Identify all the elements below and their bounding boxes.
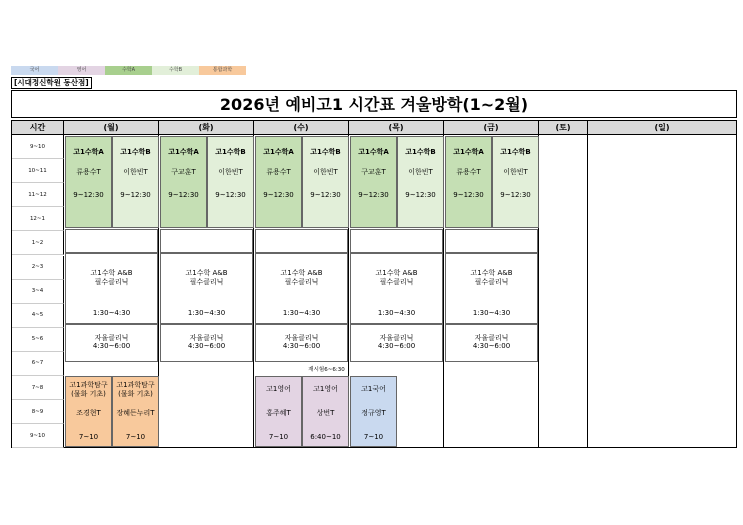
class-time: 9~12:30 bbox=[215, 191, 246, 199]
evening-time: 7~10 bbox=[268, 433, 289, 441]
self-clinic-time: 4:30~6:00 bbox=[472, 342, 511, 351]
class-time: 9~12:30 bbox=[453, 191, 484, 199]
header-time: 시간 bbox=[12, 121, 64, 135]
time-slot: 5~6 bbox=[12, 328, 64, 352]
header-day: (수) bbox=[254, 121, 349, 135]
evening-class-block bbox=[65, 376, 112, 447]
legend-korean: 국어 bbox=[11, 66, 58, 75]
self-clinic-time: 4:30~6:00 bbox=[187, 342, 226, 351]
evening-teacher: 정규영T bbox=[361, 409, 386, 417]
class-subject: 고1수학B bbox=[500, 148, 531, 156]
clinic-time: 1:30~4:30 bbox=[92, 309, 131, 318]
class-subject: 고1수학B bbox=[215, 148, 246, 156]
math-class-block bbox=[160, 136, 207, 228]
evening-line1: 고1과학탐구 bbox=[116, 381, 155, 389]
math-class-block bbox=[492, 136, 539, 228]
class-subject: 고1수학B bbox=[405, 148, 436, 156]
class-time: 9~12:30 bbox=[168, 191, 199, 199]
clinic-line1: 고1수학 A&B bbox=[375, 269, 418, 278]
clinic-time: 1:30~4:30 bbox=[187, 309, 226, 318]
lunch-cell bbox=[445, 229, 538, 253]
self-clinic-block bbox=[445, 324, 538, 361]
clinic-line2: 필수클리닉 bbox=[284, 278, 319, 287]
class-teacher: 이한빈T bbox=[313, 168, 338, 176]
class-subject: 고1수학A bbox=[358, 148, 389, 156]
class-time: 9~12:30 bbox=[500, 191, 531, 199]
evening-time: 7~10 bbox=[125, 433, 146, 441]
time-slot: 1~2 bbox=[12, 231, 64, 255]
class-time: 9~12:30 bbox=[120, 191, 151, 199]
self-clinic-block bbox=[65, 324, 158, 361]
header-day: (일) bbox=[588, 121, 737, 135]
evening-class-block bbox=[350, 376, 397, 447]
time-slot: 9~10 bbox=[12, 424, 64, 448]
clinic-line2: 필수클리닉 bbox=[379, 278, 414, 287]
class-teacher: 이한빈T bbox=[408, 168, 433, 176]
header-day: (월) bbox=[64, 121, 159, 135]
clinic-line1: 고1수학 A&B bbox=[470, 269, 513, 278]
evening-line1: 고1국어 bbox=[361, 385, 386, 393]
class-subject: 고1수학A bbox=[168, 148, 199, 156]
clinic-line1: 고1수학 A&B bbox=[185, 269, 228, 278]
legend-science: 통합과학 bbox=[199, 66, 246, 75]
clinic-line1: 고1수학 A&B bbox=[280, 269, 323, 278]
self-clinic-line1: 자율클리닉 bbox=[379, 334, 414, 343]
time-slot: 2~3 bbox=[12, 256, 64, 280]
header-day: (금) bbox=[444, 121, 539, 135]
evening-teacher: 조경현T bbox=[76, 409, 101, 417]
clinic-line2: 필수클리닉 bbox=[474, 278, 509, 287]
clinic-line2: 필수클리닉 bbox=[94, 278, 129, 287]
page-title: 2026년 예비고1 시간표 겨울방학(1~2월) bbox=[11, 90, 737, 118]
class-time: 9~12:30 bbox=[73, 191, 104, 199]
self-clinic-time: 4:30~6:00 bbox=[92, 342, 131, 351]
time-slot: 7~8 bbox=[12, 376, 64, 400]
evening-class-block bbox=[112, 376, 159, 447]
class-subject: 고1수학A bbox=[453, 148, 484, 156]
time-slot: 4~5 bbox=[12, 304, 64, 328]
evening-time: 7~10 bbox=[78, 433, 99, 441]
class-teacher: 이한빈T bbox=[503, 168, 528, 176]
lunch-cell bbox=[65, 229, 158, 253]
clinic-time: 1:30~4:30 bbox=[282, 309, 321, 318]
legend-math-a: 수학A bbox=[105, 66, 152, 75]
evening-line1: 고1영어 bbox=[313, 385, 338, 393]
class-teacher: 이한빈T bbox=[218, 168, 243, 176]
class-subject: 고1수학A bbox=[73, 148, 104, 156]
lunch-cell bbox=[255, 229, 348, 253]
time-slot: 6~7 bbox=[12, 352, 64, 376]
self-clinic-time: 4:30~6:00 bbox=[377, 342, 416, 351]
branch-name: [시대정신학원 동산점] bbox=[11, 77, 92, 89]
self-clinic-line1: 자율클리닉 bbox=[94, 334, 129, 343]
class-teacher: 구교훈T bbox=[361, 168, 386, 176]
timetable-grid bbox=[11, 120, 737, 448]
math-class-block bbox=[112, 136, 159, 228]
class-subject: 고1수학B bbox=[120, 148, 151, 156]
evening-time: 7~10 bbox=[363, 433, 384, 441]
class-time: 9~12:30 bbox=[405, 191, 436, 199]
evening-line1: 고1영어 bbox=[266, 385, 291, 393]
math-class-block bbox=[302, 136, 349, 228]
retest-label: 재시험6~6:30 bbox=[308, 367, 345, 374]
time-slot: 3~4 bbox=[12, 280, 64, 304]
evening-line1: 고1과학탐구 bbox=[69, 381, 108, 389]
class-teacher: 류용수T bbox=[266, 168, 291, 176]
clinic-block bbox=[65, 253, 158, 324]
evening-class-block bbox=[302, 376, 349, 447]
lunch-cell bbox=[350, 229, 443, 253]
math-class-block bbox=[445, 136, 492, 228]
clinic-time: 1:30~4:30 bbox=[472, 309, 511, 318]
self-clinic-line1: 자율클리닉 bbox=[284, 334, 319, 343]
time-slot: 11~12 bbox=[12, 183, 64, 207]
time-slot: 10~11 bbox=[12, 159, 64, 183]
self-clinic-line1: 자율클리닉 bbox=[189, 334, 224, 343]
self-clinic-block bbox=[160, 324, 253, 361]
self-clinic-block bbox=[350, 324, 443, 361]
math-class-block bbox=[255, 136, 302, 228]
class-teacher: 구교훈T bbox=[171, 168, 196, 176]
day-divider bbox=[587, 121, 588, 447]
clinic-line1: 고1수학 A&B bbox=[90, 269, 133, 278]
self-clinic-block bbox=[255, 324, 348, 361]
class-subject: 고1수학A bbox=[263, 148, 294, 156]
evening-teacher: 상번T bbox=[316, 409, 335, 417]
class-teacher: 이한빈T bbox=[123, 168, 148, 176]
clinic-line2: 필수클리닉 bbox=[189, 278, 224, 287]
class-subject: 고1수학B bbox=[310, 148, 341, 156]
self-clinic-line1: 자율클리닉 bbox=[474, 334, 509, 343]
class-time: 9~12:30 bbox=[310, 191, 341, 199]
clinic-block bbox=[255, 253, 348, 324]
legend-english: 영어 bbox=[58, 66, 105, 75]
math-class-block bbox=[65, 136, 112, 228]
clinic-time: 1:30~4:30 bbox=[377, 309, 416, 318]
clinic-block bbox=[445, 253, 538, 324]
class-teacher: 류용수T bbox=[456, 168, 481, 176]
class-time: 9~12:30 bbox=[358, 191, 389, 199]
evening-time: 6:40~10 bbox=[310, 433, 341, 441]
math-class-block bbox=[397, 136, 444, 228]
legend-math-b: 수학B bbox=[152, 66, 199, 75]
evening-class-block bbox=[255, 376, 302, 447]
time-slot: 12~1 bbox=[12, 207, 64, 231]
evening-teacher: 홍주혜T bbox=[266, 409, 291, 417]
evening-teacher: 장혜든누리T bbox=[116, 409, 155, 417]
evening-line2: (물화 기초) bbox=[118, 390, 153, 398]
header-day: (목) bbox=[349, 121, 444, 135]
time-slot: 8~9 bbox=[12, 400, 64, 424]
math-class-block bbox=[207, 136, 254, 228]
header-day: (토) bbox=[539, 121, 588, 135]
class-time: 9~12:30 bbox=[263, 191, 294, 199]
subject-legend bbox=[11, 66, 246, 75]
time-slot: 9~10 bbox=[12, 135, 64, 159]
lunch-cell bbox=[160, 229, 253, 253]
clinic-block bbox=[160, 253, 253, 324]
class-teacher: 류용수T bbox=[76, 168, 101, 176]
evening-line2: (물화 기초) bbox=[71, 390, 106, 398]
math-class-block bbox=[350, 136, 397, 228]
self-clinic-time: 4:30~6:00 bbox=[282, 342, 321, 351]
header-day: (화) bbox=[159, 121, 254, 135]
clinic-block bbox=[350, 253, 443, 324]
